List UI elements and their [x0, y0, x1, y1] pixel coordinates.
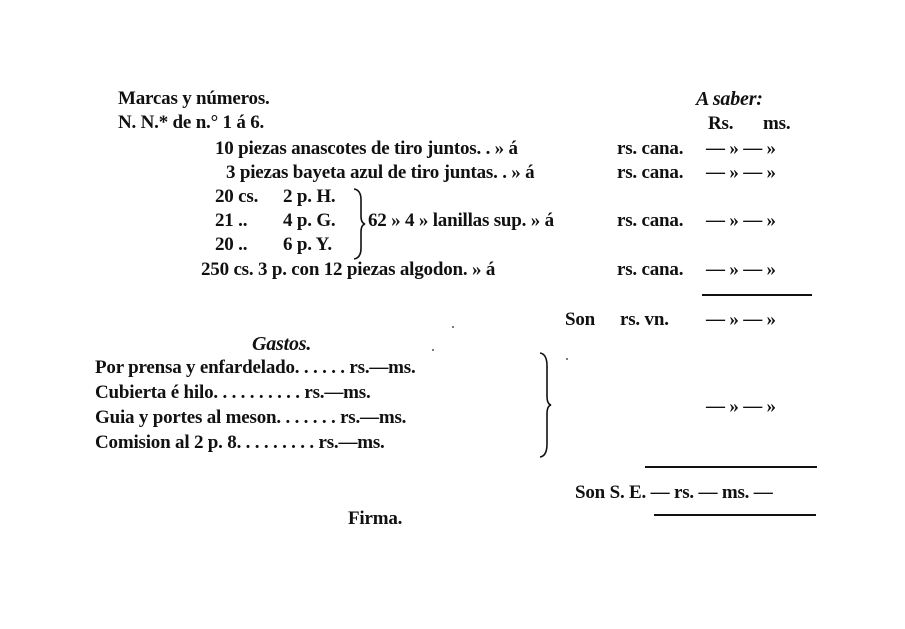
gastos-line: Comision al 2 p. 8. . . . . . . . . rs.—ms.	[95, 432, 385, 453]
cases-brace-icon	[352, 188, 366, 260]
column-ms-header: ms.	[763, 113, 791, 134]
total-label: Son S. E. — rs. — ms. —	[575, 482, 773, 503]
marks-title: Marcas y números.	[118, 88, 270, 109]
gastos-title: Gastos.	[252, 333, 312, 355]
scan-speck	[432, 349, 434, 351]
total-rule-top	[645, 466, 817, 468]
gastos-amount: — » — »	[706, 396, 776, 417]
case-qty: 20 ..	[215, 234, 248, 255]
subtotal-rule	[702, 294, 812, 296]
case-pieces: 4 p. G.	[283, 210, 336, 231]
case-pieces: 2 p. H.	[283, 186, 336, 207]
item-unit: rs. cana.	[617, 210, 684, 231]
a-saber-heading: A saber:	[696, 88, 763, 110]
scan-speck	[566, 358, 568, 360]
item-unit: rs. cana.	[617, 138, 684, 159]
item-description: 10 piezas anascotes de tiro juntos. . » á	[215, 138, 518, 159]
item-amount: — » — »	[706, 259, 776, 280]
item-amount: — » — »	[706, 138, 776, 159]
gastos-line: Por prensa y enfardelado. . . . . . rs.—ms.	[95, 357, 416, 378]
signature-label: Firma.	[348, 508, 403, 529]
item-description: 62 » 4 » lanillas sup. » á	[368, 210, 554, 231]
gastos-brace-icon	[538, 352, 552, 458]
subtotal-amount: — » — »	[706, 309, 776, 330]
case-pieces: 6 p. Y.	[283, 234, 332, 255]
total-rule-bottom	[654, 514, 816, 516]
scan-speck	[452, 326, 454, 328]
case-qty: 20 cs.	[215, 186, 259, 207]
gastos-line: Guia y portes al meson. . . . . . . rs.—ms.	[95, 407, 407, 428]
gastos-line: Cubierta é hilo. . . . . . . . . . rs.—ms.	[95, 382, 371, 403]
item-amount: — » — »	[706, 162, 776, 183]
item-amount: — » — »	[706, 210, 776, 231]
subtotal-label: Son	[565, 309, 596, 330]
subtotal-unit: rs. vn.	[620, 309, 669, 330]
item-unit: rs. cana.	[617, 259, 684, 280]
item-description: 250 cs. 3 p. con 12 piezas algodon. » á	[201, 259, 496, 280]
item-description: 3 piezas bayeta azul de tiro juntas. . » á	[226, 162, 535, 183]
case-qty: 21 ..	[215, 210, 248, 231]
column-rs-header: Rs.	[708, 113, 734, 134]
item-unit: rs. cana.	[617, 162, 684, 183]
marks-value: N. N.* de n.° 1 á 6.	[118, 112, 265, 133]
